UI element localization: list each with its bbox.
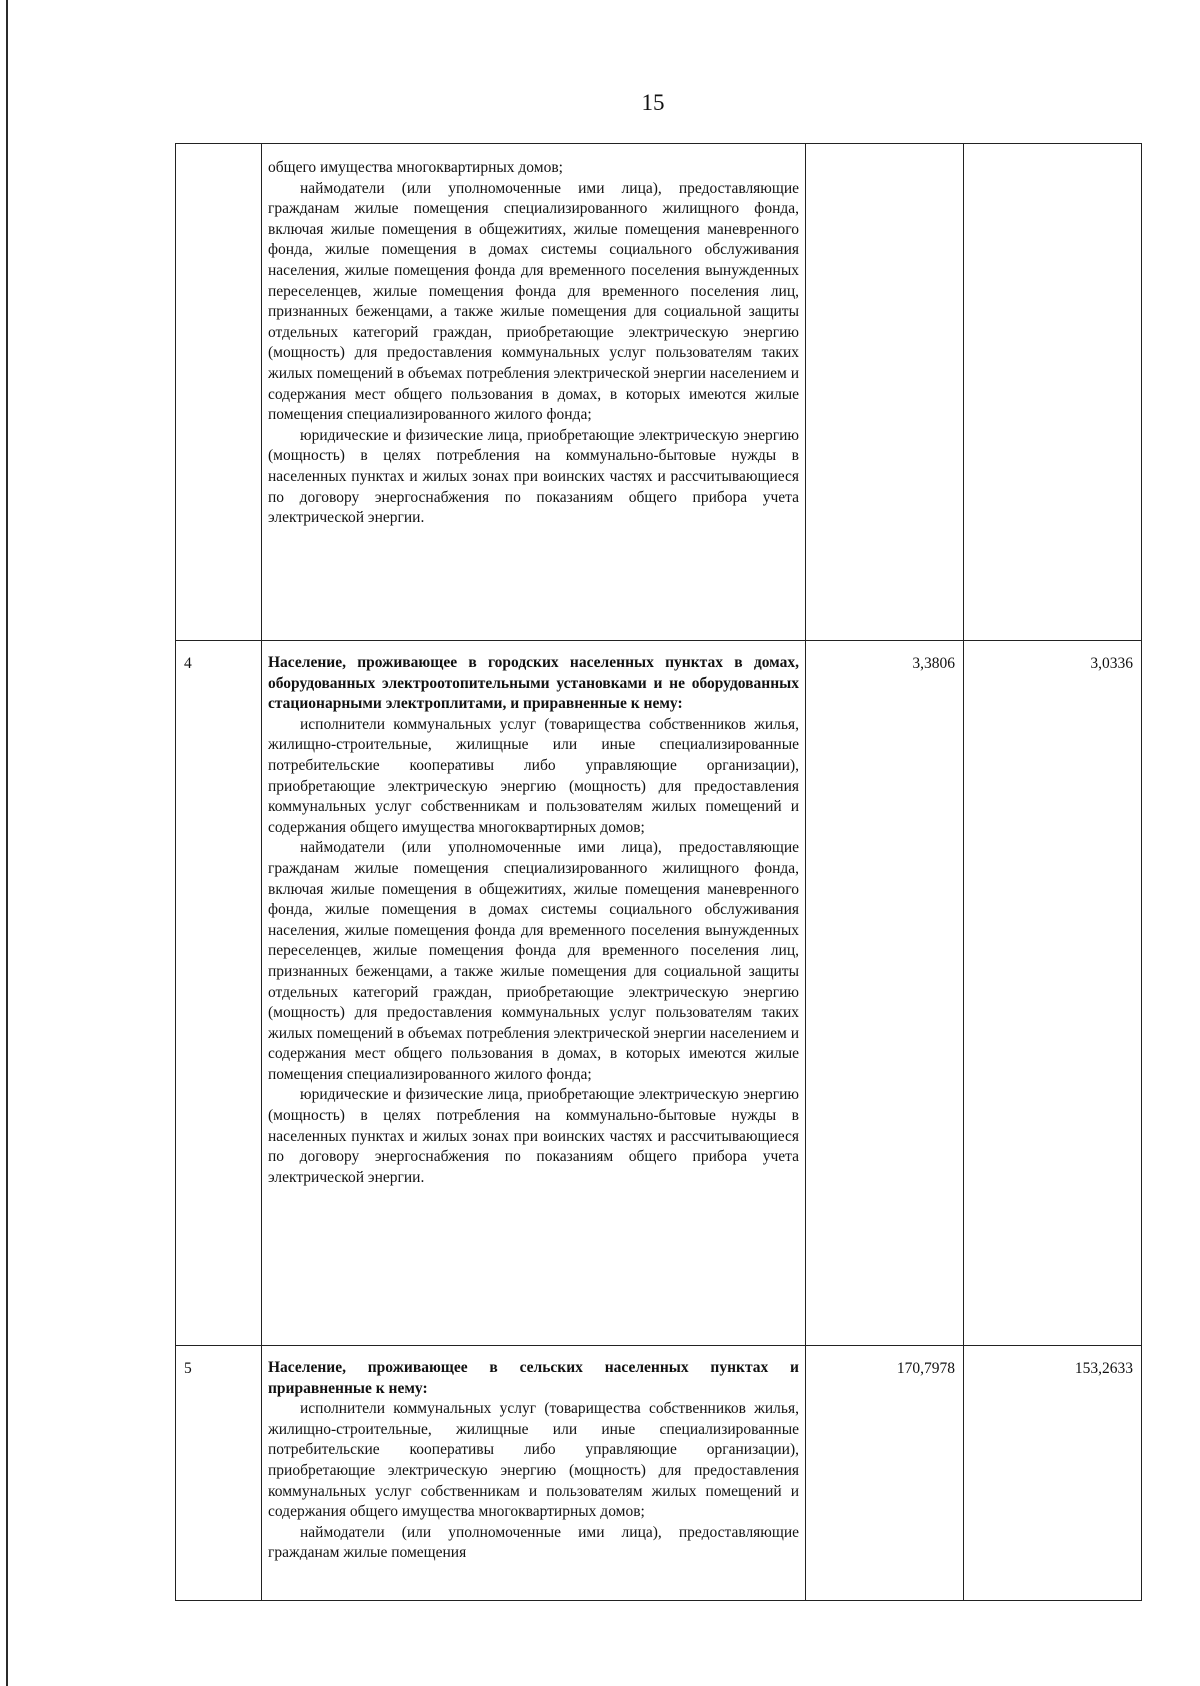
- table-row: [176, 1346, 1142, 1601]
- row-description: [262, 1346, 806, 1601]
- tariff-table: [175, 143, 1142, 1601]
- category-heading: Население, проживающее в сельских населенных пунктах и приравненные к нему:: [268, 1359, 799, 1397]
- description-paragraph: наймодатели (или уполномоченные ими лица), предоставляющие гражданам жилые помещения специализированного жилищного фонда, включая жилые помещения в общежитиях, жилые помещения маневренного фонда, жилые помещения в домах системы социального обслуживания населения, жилые помещения фонда для временного поселения вынужденных переселенцев, жилые помещения фонда для временного поселения лиц, признанных беженцами, а также жилые помещения для социальной защиты отдельных категорий граждан, приобретающие электрическую энергию (мощность) для предоставления коммунальных услуг пользователям таких жилых помещений в объемах потребления электрической энергии населением и содержания мест общего пользования в домах, в которых имеются жилые помещения специализированного жилого фонда;: [268, 179, 799, 424]
- row-value-1: [806, 144, 964, 641]
- row-value-1: 170,7978: [806, 1346, 964, 1601]
- row-value-2: 3,0336: [964, 641, 1142, 1346]
- row-value-2: [964, 144, 1142, 641]
- row-description: [262, 144, 806, 641]
- description-paragraph: юридические и физические лица, приобретающие электрическую энергию (мощность) в целях потребления на коммунально-бытовые нужды в населенных пунктах и жилых зонах при воинских частях и рассчитывающиеся по договору энергоснабжения по показаниям общего прибора учета электрической энергии.: [268, 1086, 799, 1186]
- category-heading: Население, проживающее в городских населенных пунктах в домах, оборудованных электроотопительными установками и не оборудованных стационарными электроплитами, и приравненные к нему:: [268, 654, 799, 713]
- page-number: 15: [641, 90, 665, 115]
- description-paragraph: юридические и физические лица, приобретающие электрическую энергию (мощность) в целях потребления на коммунально-бытовые нужды в населенных пунктах и жилых зонах при воинских частях и рассчитывающиеся по договору энергоснабжения по показаниям общего прибора учета электрической энергии.: [268, 426, 799, 527]
- description-paragraph: наймодатели (или уполномоченные ими лица), предоставляющие гражданам жилые помещения: [268, 1523, 799, 1562]
- row-number: [176, 144, 262, 641]
- table-row: [176, 144, 1142, 641]
- description-paragraph: исполнители коммунальных услуг (товарищества собственников жилья, жилищно-строительные, жилищные или иные специализированные потребительские кооперативы либо управляющие организации), приобретающие электрическую энергию (мощность) для предоставления коммунальных услуг собственникам и пользователям жилых помещений и содержания общего имущества многоквартирных домов;: [268, 715, 799, 836]
- row-number: 5: [176, 1346, 262, 1601]
- table-row: [176, 641, 1142, 1346]
- row-description: [262, 641, 806, 1346]
- scan-edge-line: [6, 0, 8, 1686]
- row-value-2: 153,2633: [964, 1346, 1142, 1601]
- description-paragraph: общего имущества многоквартирных домов;: [268, 159, 563, 176]
- description-paragraph: исполнители коммунальных услуг (товарищества собственников жилья, жилищно-строительные, жилищные или иные специализированные потребительские кооперативы либо управляющие организации), приобретающие электрическую энергию (мощность) для предоставления коммунальных услуг собственникам и пользователям жилых помещений и содержания общего имущества многоквартирных домов;: [268, 1400, 799, 1521]
- row-number: 4: [176, 641, 262, 1346]
- description-paragraph: наймодатели (или уполномоченные ими лица), предоставляющие гражданам жилые помещения специализированного жилищного фонда, включая жилые помещения в общежитиях, жилые помещения маневренного фонда, жилые помещения в домах системы социального обслуживания населения, жилые помещения фонда для временного поселения вынужденных переселенцев, жилые помещения фонда для временного поселения лиц, признанных беженцами, а также жилые помещения для социальной защиты отдельных категорий граждан, приобретающие электрическую энергию (мощность) для предоставления коммунальных услуг пользователям таких жилых помещений в объемах потребления электрической энергии населением и содержания мест общего пользования в домах, в которых имеются жилые помещения специализированного жилого фонда;: [268, 839, 799, 1083]
- row-value-1: 3,3806: [806, 641, 964, 1346]
